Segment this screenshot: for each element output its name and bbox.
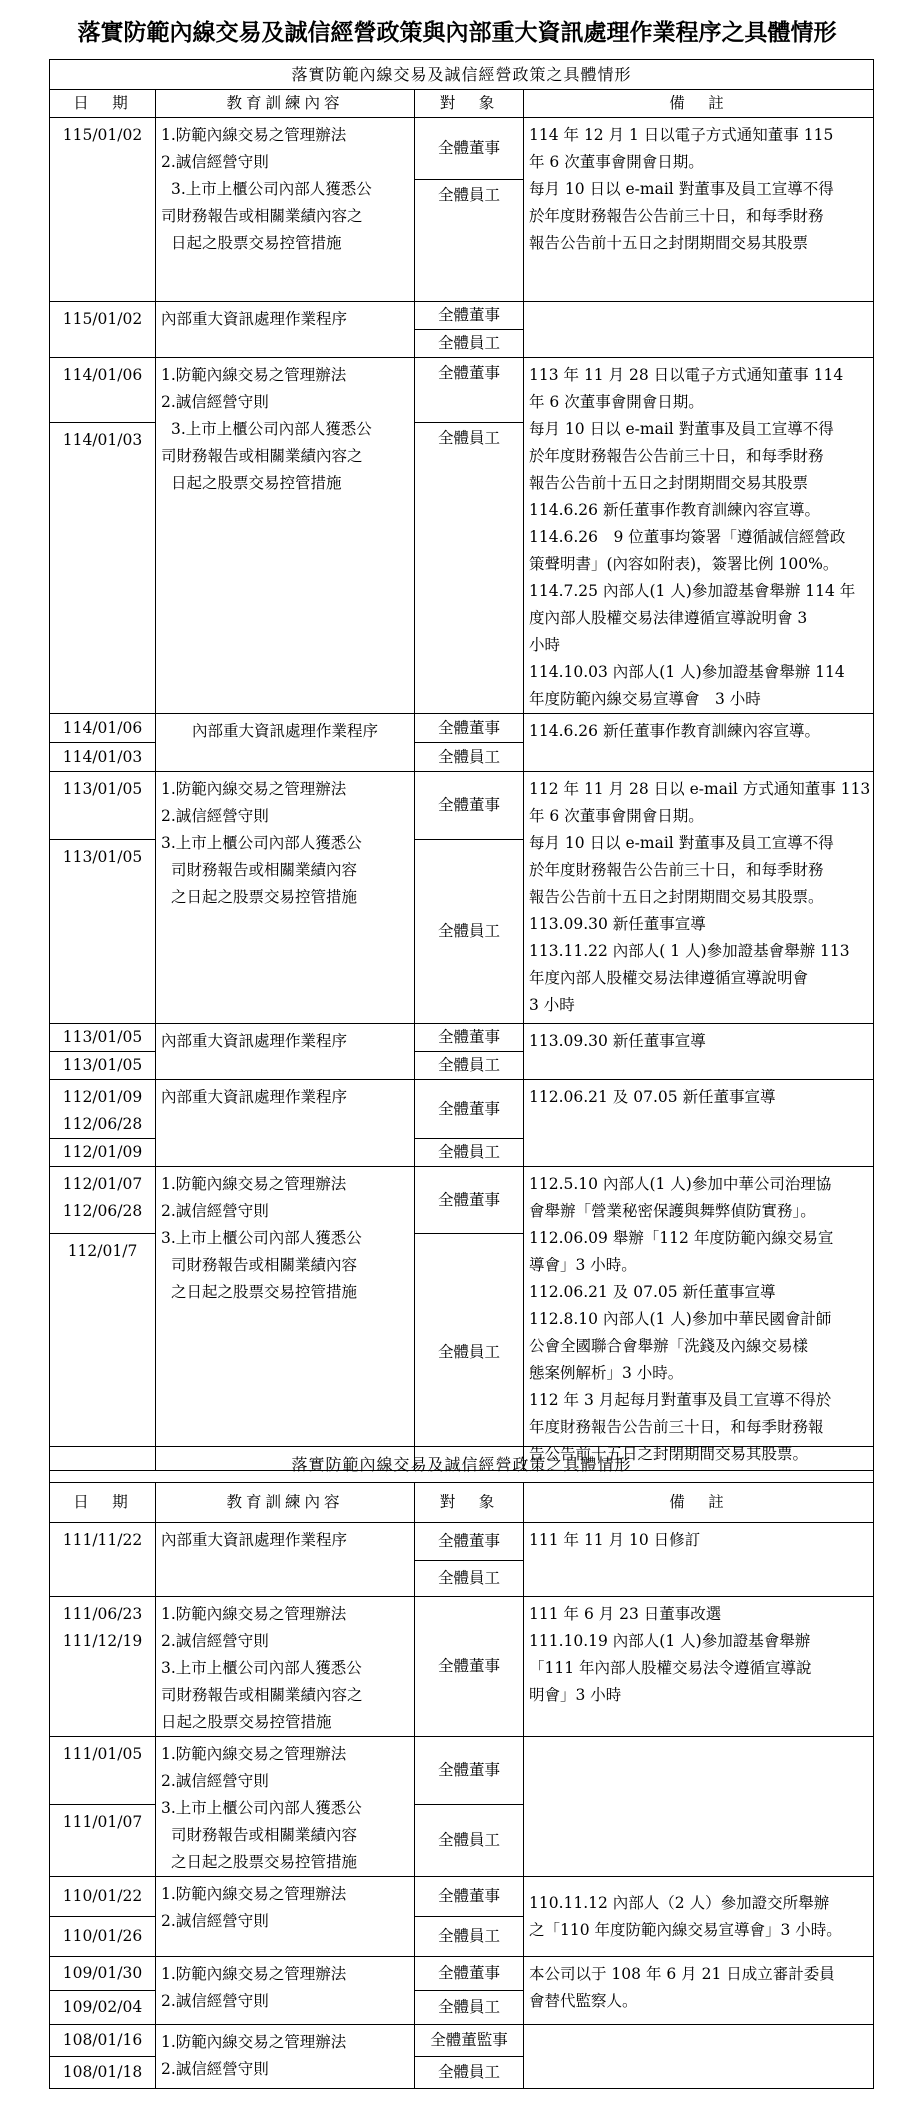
note-line: 113.11.22 內部人( 1 人)參加證基會舉辦 113 (529, 942, 850, 960)
note-cell (524, 1737, 874, 1877)
target-cell: 全體員工 (415, 840, 524, 1024)
target-cell: 全體員工 (415, 1052, 524, 1080)
note-cell: 111 年 11 月 10 日修訂 (524, 1523, 874, 1597)
training-content (156, 118, 415, 302)
date-cell: 111/11/22 (50, 1523, 156, 1597)
target-cell: 全體員工 (415, 330, 524, 358)
note-line: 113 年 11 月 28 日以電子方式通知董事 114 (529, 366, 844, 384)
header-date: 日 期 (50, 90, 156, 118)
target-cell: 全體員工 (415, 1917, 524, 1957)
note-line: 112.5.10 內部人(1 人)參加中華公司治理協 (529, 1175, 832, 1193)
note-line: 導會」3 小時。 (529, 1256, 637, 1274)
training-line: 司財務報告或相關業績內容 (171, 1826, 358, 1844)
date-cell: 111/01/07 (50, 1805, 156, 1877)
date-value: 112/01/07 (62, 1175, 143, 1193)
header-target: 對 象 (415, 90, 524, 118)
training-line: 3.上市上櫃公司內部人獲悉公 (161, 1659, 362, 1677)
note-cell (524, 1597, 874, 1737)
note-line: 年度內部人股權交易法律遵循宣導說明會 (529, 969, 809, 987)
note-cell: 112.06.21 及 07.05 新任董事宣導 (524, 1080, 874, 1167)
target-cell: 全體董事 (415, 358, 524, 423)
date-cell: 113/01/05 (50, 1024, 156, 1052)
note-line: 於年度財務報告公告前三十日，和每季財務 (529, 207, 824, 225)
training-line: 司財務報告或相關業績內容之 (161, 1686, 363, 1704)
target-cell: 全體董事 (415, 1597, 524, 1737)
training-line: 之日起之股票交易控管措施 (171, 888, 358, 906)
note-line: 每月 10 日以 e-mail 對董事及員工宣導不得 (529, 834, 834, 852)
target-cell: 全體員工 (415, 180, 524, 302)
note-line: 於年度財務報告公告前三十日，和每季財務 (529, 447, 824, 465)
training-line: 之日起之股票交易控管措施 (171, 1283, 358, 1301)
training-content (156, 1957, 415, 2025)
note-line: 明會」3 小時 (529, 1686, 622, 1704)
training-line: 司財務報告或相關業績內容之 (161, 207, 363, 225)
training-line: 2.誠信經營守則 (161, 1772, 269, 1790)
page-title: 落實防範內線交易及誠信經營政策與內部重大資訊處理作業程序之具體情形 (77, 20, 837, 46)
note-line: 「111 年內部人股權交易法令遵循宣導說 (529, 1659, 812, 1677)
training-line: 3.上市上櫃公司內部人獲悉公 (171, 420, 372, 438)
target-cell: 全體員工 (415, 422, 524, 713)
note-line: 114.6.26 新任董事作教育訓練內容宣導。 (529, 501, 820, 519)
target-cell: 全體員工 (415, 1805, 524, 1877)
note-line: 3 小時 (529, 996, 575, 1014)
note-line: 每月 10 日以 e-mail 對董事及員工宣導不得 (529, 180, 834, 198)
date-cell: 114/01/03 (50, 422, 156, 713)
training-line: 2.誠信經營守則 (161, 1912, 269, 1930)
header-content: 教育訓練內容 (156, 1483, 415, 1523)
note-line: 會舉辦「營業秘密保護與舞弊偵防實務」。 (529, 1202, 816, 1220)
training-line: 2.誠信經營守則 (161, 393, 269, 411)
note-line: 年 6 次董事會開會日期。 (529, 807, 704, 825)
training-content: 內部重大資訊處理作業程序 (156, 1080, 415, 1167)
training-content (156, 358, 415, 714)
date-cell: 115/01/02 (50, 118, 156, 302)
note-cell: 113.09.30 新任董事宣導 (524, 1024, 874, 1080)
target-cell: 全體董事 (415, 1024, 524, 1052)
training-line: 1.防範內線交易之管理辦法 (161, 1605, 347, 1623)
note-line: 114 年 12 月 1 日以電子方式通知董事 115 (529, 126, 834, 144)
target-cell: 全體員工 (415, 1139, 524, 1167)
target-cell: 全體董事 (415, 302, 524, 330)
note-cell: 114.6.26 新任董事作教育訓練內容宣導。 (524, 714, 874, 772)
training-content (156, 1597, 415, 1737)
note-line: 年度防範內線交易宣導會 3 小時 (529, 690, 761, 708)
date-cell: 111/01/05 (50, 1737, 156, 1805)
date-value: 111/12/19 (62, 1632, 143, 1650)
note-cell (524, 358, 874, 714)
target-cell: 全體董監事 (415, 2025, 524, 2057)
note-line: 113.09.30 新任董事宣導 (529, 915, 706, 933)
training-line: 1.防範內線交易之管理辦法 (161, 126, 347, 144)
note-line: 報告公告前十五日之封閉期間交易其股票 (529, 234, 809, 252)
training-content (156, 1877, 415, 1957)
note-line: 告公告前十五日之封閉期間交易其股票。 (529, 1445, 809, 1463)
note-line: 112.06.21 及 07.05 新任董事宣導 (529, 1283, 776, 1301)
date-cell: 113/01/05 (50, 840, 156, 1024)
date-cell: 113/01/05 (50, 1052, 156, 1080)
training-line: 司財務報告或相關業績內容 (171, 861, 358, 879)
training-content (156, 772, 415, 1024)
note-cell (524, 772, 874, 1024)
date-cell: 112/01/09 (50, 1139, 156, 1167)
training-line: 日起之股票交易控管措施 (171, 234, 342, 252)
note-line: 會替代監察人。 (529, 1992, 638, 2010)
note-line: 報告公告前十五日之封閉期間交易其股票。 (529, 888, 824, 906)
note-cell (524, 118, 874, 302)
section-title: 落實防範內線交易及誠信經營政策之具體情形 (50, 1447, 874, 1483)
date-cell: 109/02/04 (50, 1991, 156, 2025)
target-cell: 全體員工 (415, 1234, 524, 1471)
note-line: 本公司以于 108 年 6 月 21 日成立審計委員 (529, 1965, 835, 1983)
training-line: 2.誠信經營守則 (161, 153, 269, 171)
training-line: 3.上市上櫃公司內部人獲悉公 (161, 834, 362, 852)
date-cell: 112/01/7 (50, 1234, 156, 1471)
note-cell (524, 1957, 874, 2025)
header-date: 日 期 (50, 1483, 156, 1523)
note-cell (524, 2025, 874, 2089)
training-content (156, 2025, 415, 2089)
training-line: 3.上市上櫃公司內部人獲悉公 (161, 1799, 362, 1817)
date-cell: 115/01/02 (50, 302, 156, 358)
target-cell: 全體董事 (415, 1737, 524, 1805)
note-line: 114.10.03 內部人(1 人)參加證基會舉辦 114 (529, 663, 845, 681)
date-value: 112/01/09 (62, 1088, 143, 1106)
date-cell: 108/01/16 (50, 2025, 156, 2057)
date-cell: 113/01/05 (50, 772, 156, 840)
note-line: 112.06.09 舉辦「112 年度防範內線交易宣 (529, 1229, 834, 1247)
training-line: 之日起之股票交易控管措施 (171, 1853, 358, 1871)
training-content: 內部重大資訊處理作業程序 (156, 1024, 415, 1080)
training-content (156, 1167, 415, 1471)
date-cell (50, 1080, 156, 1139)
note-line: 公會全國聯合會舉辦「洗錢及內線交易樣 (529, 1337, 809, 1355)
target-cell: 全體董事 (415, 1877, 524, 1917)
note-cell (524, 1877, 874, 1957)
training-line: 3.上市上櫃公司內部人獲悉公 (171, 180, 372, 198)
date-cell: 114/01/03 (50, 743, 156, 772)
training-line: 1.防範內線交易之管理辦法 (161, 366, 347, 384)
training-line: 1.防範內線交易之管理辦法 (161, 1965, 347, 1983)
date-value: 112/06/28 (62, 1202, 143, 1220)
training-content: 內部重大資訊處理作業程序 (156, 1523, 415, 1597)
training-content: 內部重大資訊處理作業程序 (156, 302, 415, 358)
training-line: 2.誠信經營守則 (161, 1632, 269, 1650)
note-line: 114.6.26 9 位董事均簽署「遵循誠信經營政 (529, 528, 846, 546)
target-cell: 全體董事 (415, 714, 524, 743)
section-title: 落實防範內線交易及誠信經營政策之具體情形 (50, 60, 874, 90)
note-line: 110.11.12 內部人（2 人）參加證交所舉辦 (529, 1893, 830, 1912)
note-line: 112 年 3 月起每月對董事及員工宣導不得於 (529, 1391, 832, 1409)
training-line: 1.防範內線交易之管理辦法 (161, 1885, 347, 1903)
date-cell: 110/01/22 (50, 1877, 156, 1917)
date-value: 111/06/23 (62, 1605, 143, 1623)
note-line: 111 年 6 月 23 日董事改選 (529, 1605, 722, 1623)
target-cell: 全體員工 (415, 2057, 524, 2089)
note-line: 114.7.25 內部人(1 人)參加證基會舉辦 114 年 (529, 582, 856, 600)
target-cell: 全體董事 (415, 772, 524, 840)
training-line: 2.誠信經營守則 (161, 1992, 269, 2010)
training-line: 2.誠信經營守則 (161, 1202, 269, 1220)
date-cell (50, 1167, 156, 1234)
training-line: 1.防範內線交易之管理辦法 (161, 1745, 347, 1763)
training-line: 1.防範內線交易之管理辦法 (161, 780, 347, 798)
note-line: 年 6 次董事會開會日期。 (529, 153, 704, 171)
training-line: 司財務報告或相關業績內容 (171, 1256, 358, 1274)
date-cell: 114/01/06 (50, 358, 156, 423)
target-cell: 全體董事 (415, 1957, 524, 1991)
training-line: 司財務報告或相關業績內容之 (161, 447, 363, 465)
note-line: 112 年 11 月 28 日以 e-mail 方式通知董事 113 (529, 780, 871, 798)
training-table-1 (49, 59, 874, 1471)
note-line: 策聲明書」(內容如附表)，簽署比例 100%。 (529, 555, 839, 573)
training-line: 日起之股票交易控管措施 (161, 1713, 332, 1731)
target-cell: 全體董事 (415, 118, 524, 180)
header-content: 教育訓練內容 (156, 90, 415, 118)
note-line: 報告公告前十五日之封閉期間交易其股票 (529, 474, 809, 492)
date-cell: 108/01/18 (50, 2057, 156, 2089)
target-cell: 全體員工 (415, 1561, 524, 1597)
date-cell: 110/01/26 (50, 1917, 156, 1957)
date-cell (50, 1597, 156, 1737)
note-line: 小時 (529, 636, 561, 654)
training-line: 3.上市上櫃公司內部人獲悉公 (161, 1229, 362, 1247)
note-line: 於年度財務報告公告前三十日，和每季財務 (529, 861, 824, 879)
note-line: 態案例解析」3 小時。 (529, 1364, 684, 1382)
note-line: 度內部人股權交易法律遵循宣導說明會 3 (529, 609, 808, 627)
note-cell (524, 1167, 874, 1471)
target-cell: 全體員工 (415, 1991, 524, 2025)
header-note: 備 註 (524, 90, 874, 118)
training-line: 2.誠信經營守則 (161, 807, 269, 825)
training-line: 1.防範內線交易之管理辦法 (161, 1175, 347, 1193)
note-line: 年 6 次董事會開會日期。 (529, 393, 704, 411)
note-line: 年度財務報告公告前三十日，和每季財務報 (529, 1418, 824, 1436)
header-note: 備 註 (524, 1483, 874, 1523)
date-cell: 109/01/30 (50, 1957, 156, 1991)
training-line: 日起之股票交易控管措施 (171, 474, 342, 492)
note-line: 111.10.19 內部人(1 人)參加證基會舉辦 (529, 1632, 811, 1650)
training-line: 1.防範內線交易之管理辦法 (161, 2033, 347, 2051)
target-cell: 全體員工 (415, 743, 524, 772)
training-content (156, 1737, 415, 1877)
header-target: 對 象 (415, 1483, 524, 1523)
target-cell: 全體董事 (415, 1080, 524, 1139)
target-cell: 全體董事 (415, 1523, 524, 1561)
date-cell: 114/01/06 (50, 714, 156, 743)
note-cell (524, 302, 874, 358)
note-line: 每月 10 日以 e-mail 對董事及員工宣導不得 (529, 420, 834, 438)
training-table-2 (49, 1446, 874, 2089)
date-value: 112/06/28 (62, 1115, 143, 1133)
target-cell: 全體董事 (415, 1167, 524, 1234)
training-line: 2.誠信經營守則 (161, 2060, 269, 2078)
training-content: 內部重大資訊處理作業程序 (156, 714, 415, 772)
note-line: 之「110 年度防範內線交易宣導會」3 小時。 (529, 1920, 842, 1939)
note-line: 112.8.10 內部人(1 人)參加中華民國會計師 (529, 1310, 832, 1328)
